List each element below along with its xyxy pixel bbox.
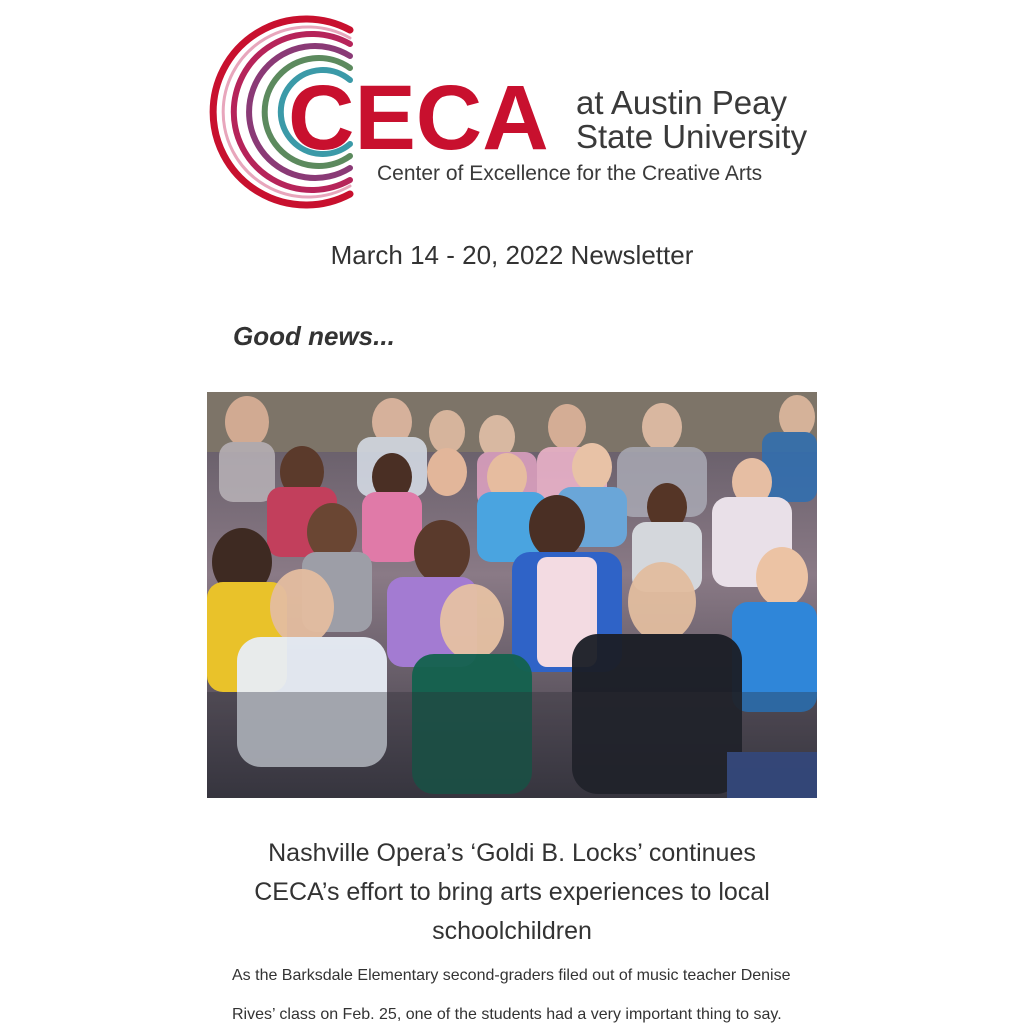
schoolchildren-photo-icon (207, 392, 817, 798)
newsletter-issue-title: March 14 - 20, 2022 Newsletter (330, 240, 694, 270)
logo-line2: State University (576, 118, 808, 155)
article-photo[interactable] (207, 392, 817, 798)
article-body: As the Barksdale Elementary second-graders filed out of music teacher Denise Rives’ class on Feb. 25, one of the students had a very important thing to say. (232, 967, 791, 1023)
logo-tagline: Center of Excellence for the Creative Arts (377, 162, 763, 185)
article-title[interactable]: Nashville Opera’s ‘Goldi B. Locks’ continues CECA’s effort to bring arts experiences to local schoolchildren (254, 839, 770, 945)
logo-line1: at Austin Peay (576, 84, 787, 121)
ceca-logo-graphic (190, 12, 840, 212)
logo-wordmark: CECA (288, 67, 549, 169)
section-heading: Good news... (233, 321, 395, 351)
ceca-logo[interactable] (190, 12, 840, 212)
